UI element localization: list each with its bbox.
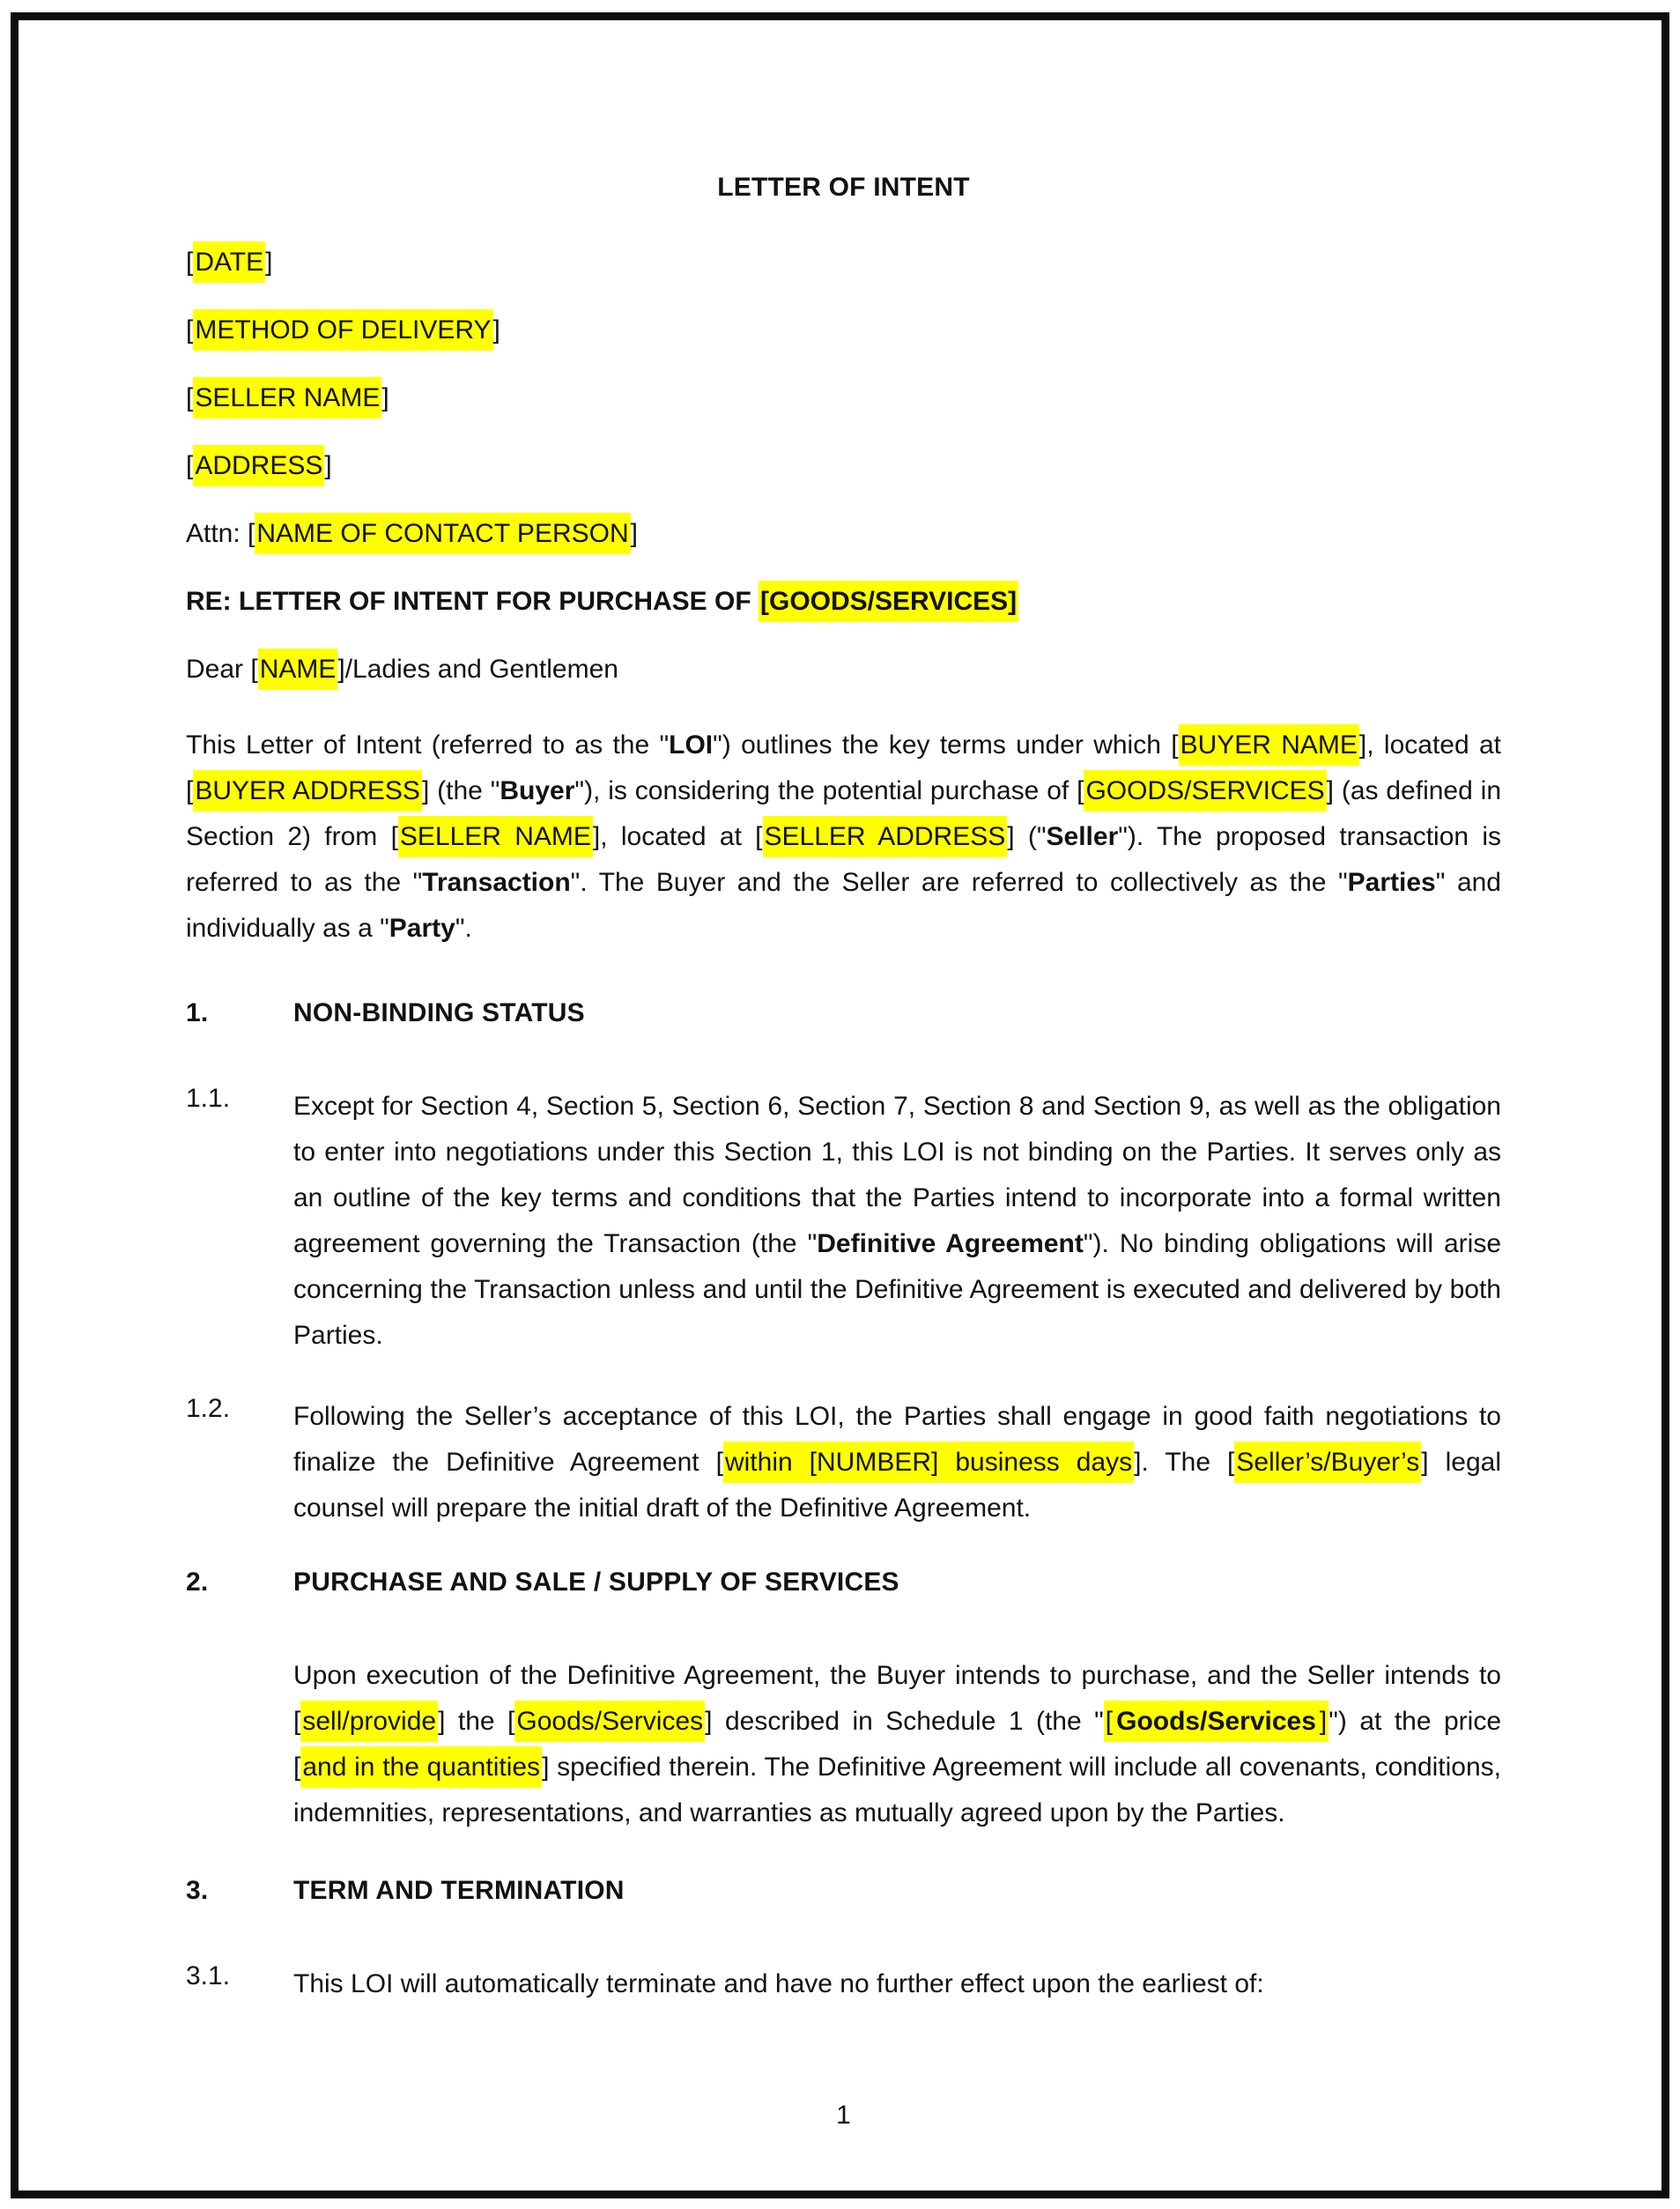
- placeholder-highlight: Goods/Services: [1114, 1701, 1318, 1742]
- text-run: Upon execution of the Definitive Agreement, the Buyer intends to purchase, and the Seller intends to [: [293, 1661, 1501, 1736]
- text-run: ] specified therein. The Definitive Agreement will include all covenants, conditions, indemnities, representations, and warranties as mutually agreed upon by the Parties.: [293, 1753, 1501, 1827]
- text-run: [: [186, 451, 194, 480]
- text-run: Party: [389, 914, 455, 943]
- section-heading-text: NON-BINDING STATUS: [293, 998, 585, 1027]
- text-run: ] (": [1007, 822, 1047, 851]
- text-run: Transaction: [422, 868, 571, 897]
- clause-number: 1.2.: [186, 1394, 231, 1423]
- text-run: This Letter of Intent (referred to as the ": [186, 730, 670, 760]
- text-run: RE: LETTER OF INTENT FOR PURCHASE OF: [186, 587, 759, 616]
- placeholder-highlight: METHOD OF DELIVERY: [193, 309, 492, 351]
- section-heading-text: TERM AND TERMINATION: [293, 1876, 625, 1905]
- section-number: 3.: [186, 1876, 209, 1905]
- intro-paragraph: [186, 723, 1501, 952]
- placeholder-highlight: GOODS/SERVICES: [1084, 770, 1326, 812]
- placeholder-highlight: ADDRESS: [193, 445, 324, 486]
- text-run: Buyer: [500, 776, 575, 805]
- text-run: This LOI will automatically terminate and have no further effect upon the earliest of:: [293, 1969, 1264, 1998]
- clause-number: 1.1.: [186, 1084, 231, 1113]
- text-run: "), is considering the potential purchase of [: [574, 776, 1084, 805]
- text-run: ]: [630, 519, 638, 548]
- text-run: Parties: [1347, 868, 1436, 897]
- letterhead-delivery-line: [186, 315, 1501, 345]
- text-run: ] (the ": [421, 776, 500, 805]
- clause-1-2: [186, 1394, 1501, 1531]
- text-run: Dear [: [186, 655, 258, 684]
- document-body: [186, 248, 1501, 2007]
- salutation-line: [186, 655, 1501, 685]
- placeholder-highlight: [: [1104, 1701, 1114, 1742]
- placeholder-highlight: and in the quantities: [300, 1746, 542, 1788]
- text-run: [: [186, 383, 194, 412]
- text-run: ") outlines the key terms under which [: [713, 730, 1179, 760]
- section-number: 2.: [186, 1568, 209, 1597]
- text-run: ]: [324, 451, 332, 480]
- attn-line: [186, 519, 1501, 549]
- text-run: ] (as defined in Section 2) from [: [186, 776, 1501, 851]
- placeholder-highlight: BUYER ADDRESS: [193, 770, 422, 812]
- placeholder-highlight: sell/provide: [300, 1701, 438, 1742]
- text-run: ]: [492, 315, 500, 345]
- placeholder-highlight: SELLER NAME: [398, 816, 593, 857]
- clause-1-1: [186, 1084, 1501, 1359]
- text-run: ] the [: [438, 1707, 515, 1736]
- placeholder-highlight: DATE: [193, 241, 265, 283]
- clause-text: [293, 1084, 1501, 1359]
- placeholder-highlight: NAME OF CONTACT PERSON: [255, 513, 630, 554]
- text-run: ], located at [: [592, 822, 763, 851]
- clause-text: [293, 1394, 1501, 1531]
- section-heading-row: [186, 997, 1501, 1029]
- placeholder-highlight: Seller’s/Buyer’s: [1234, 1442, 1421, 1483]
- text-run: ]: [265, 248, 273, 277]
- clause-2-body: [186, 1653, 1501, 1836]
- section-number: 1.: [186, 998, 209, 1027]
- text-run: Except for Section 4, Section 5, Section 6, Section 7, Section 8 and Section 9, as well as the obligation to enter into negotiations under this Section 1, this LOI is not binding on the Parties. It serves only as an outline of the key terms and conditions that the Parties intend to incorporate into a formal written agreement governing the Transaction (the ": [293, 1092, 1501, 1258]
- text-run: ]: [381, 383, 389, 412]
- page-border: [11, 12, 1669, 2198]
- placeholder-highlight: NAME: [258, 649, 338, 690]
- text-run: "). The proposed transaction is referred to as the ": [186, 822, 1502, 897]
- text-run: ") at the price [: [293, 1707, 1502, 1782]
- text-run: ] described in Schedule 1 (the ": [705, 1707, 1104, 1736]
- text-run: " and individually as a ": [186, 868, 1501, 943]
- text-run: "). No binding obligations will arise concerning the Transaction unless and until the Definitive Agreement is executed and delivered by both Parties.: [293, 1229, 1502, 1350]
- re-line: [186, 587, 1501, 617]
- text-run: Definitive Agreement: [817, 1229, 1084, 1258]
- text-run: ], located at [: [186, 730, 1501, 805]
- page-number: 1: [836, 2101, 851, 2130]
- text-run: Seller: [1046, 822, 1119, 851]
- document-content: [19, 20, 1661, 2131]
- letterhead-seller-line: [186, 383, 1501, 413]
- clause-3-1: [186, 1961, 1501, 2007]
- text-run: ]. The [: [1134, 1448, 1235, 1477]
- text-run: Attn: [: [186, 519, 255, 548]
- placeholder-highlight: Goods/Services: [514, 1701, 705, 1742]
- clause-number: 3.1.: [186, 1961, 231, 1990]
- clause-text: [293, 1961, 1501, 2007]
- text-run: [: [186, 248, 194, 277]
- text-run: ]/Ladies and Gentlemen: [337, 655, 618, 684]
- text-run: ".: [455, 914, 472, 943]
- letterhead-date-line: [186, 248, 1501, 278]
- letterhead-address-line: [186, 451, 1501, 481]
- placeholder-highlight: [GOODS/SERVICES]: [759, 581, 1018, 622]
- document-title: LETTER OF INTENT: [717, 173, 970, 202]
- placeholder-highlight: SELLER NAME: [193, 377, 381, 419]
- text-run: ] legal counsel will prepare the initial draft of the Definitive Agreement.: [293, 1448, 1502, 1523]
- text-run: ". The Buyer and the Seller are referred to collectively as the ": [570, 868, 1348, 897]
- placeholder-highlight: within [NUMBER] business days: [723, 1442, 1134, 1483]
- placeholder-highlight: BUYER NAME: [1179, 724, 1359, 766]
- placeholder-highlight: ]: [1318, 1701, 1328, 1742]
- text-run: [: [186, 315, 194, 345]
- placeholder-highlight: SELLER ADDRESS: [763, 816, 1008, 857]
- section-heading-text: PURCHASE AND SALE / SUPPLY OF SERVICES: [293, 1568, 899, 1597]
- text-run: Following the Seller’s acceptance of this LOI, the Parties shall engage in good faith negotiations to finalize the Definitive Agreement [: [293, 1402, 1501, 1477]
- section-heading-row: [186, 1875, 1501, 1907]
- section-heading-row: [186, 1567, 1501, 1598]
- text-run: LOI: [669, 730, 714, 760]
